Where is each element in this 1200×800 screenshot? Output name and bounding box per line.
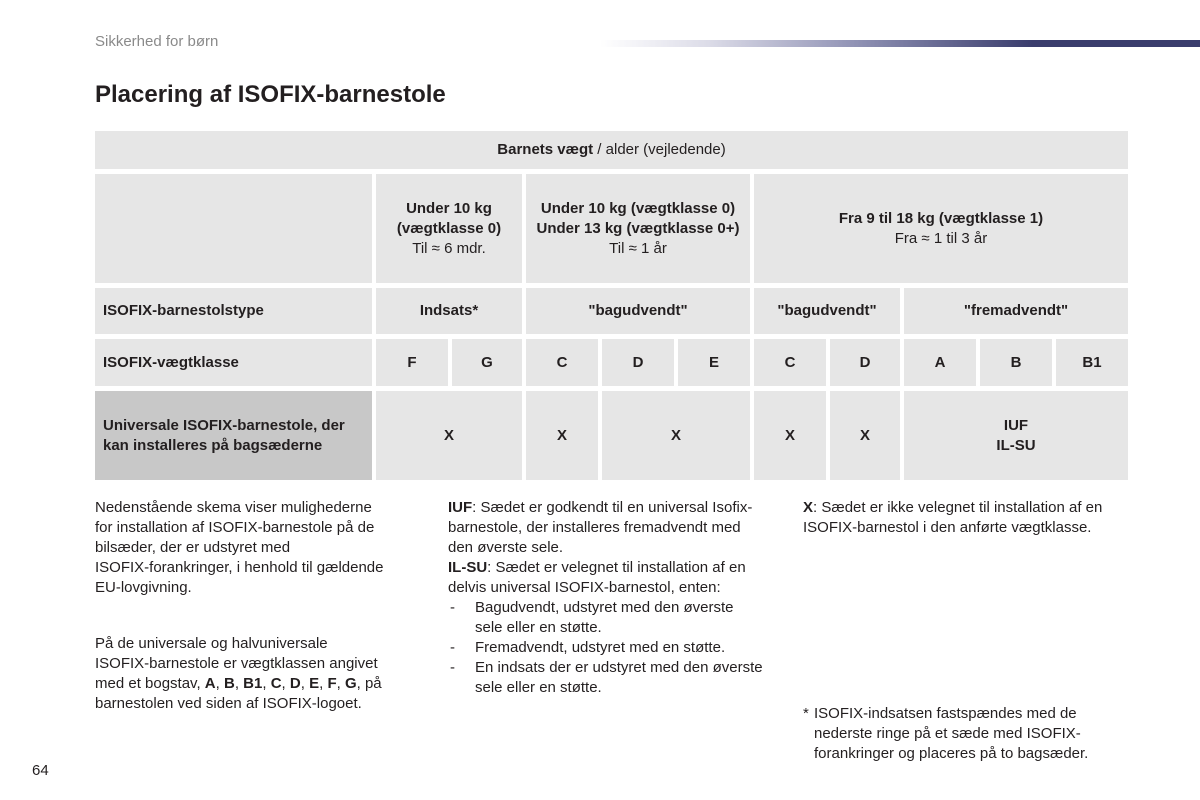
footnote-text bbox=[814, 704, 1088, 764]
universal-mark-cell: X bbox=[602, 391, 750, 480]
table-caption-cell bbox=[95, 131, 1128, 169]
universal-mark-cell: X bbox=[754, 391, 826, 480]
letters-separator: , bbox=[215, 675, 224, 692]
size-class-cell: C bbox=[754, 339, 826, 386]
weight-group-cell bbox=[754, 174, 1128, 283]
page-title: Placering af ISOFIX-barnestole bbox=[95, 81, 446, 108]
weight-group-range: Under 10 kg (vægtklasse 0) bbox=[540, 199, 736, 217]
x-definition: : Sædet er ikke velegnet til installation af en bbox=[813, 499, 1103, 516]
text-line: Bagudvendt, udstyret med den øverste bbox=[475, 599, 734, 616]
ilsu-definition-line bbox=[448, 558, 763, 578]
option-text bbox=[475, 638, 725, 658]
text-line: den øverste sele. bbox=[448, 539, 564, 556]
isofix-table bbox=[95, 131, 1128, 480]
seat-type-cell: Indsats* bbox=[376, 288, 522, 334]
size-letter: E bbox=[309, 675, 320, 692]
x-definition-line bbox=[803, 498, 1102, 518]
text-line: for installation af ISOFIX-barnestole på de bbox=[95, 519, 375, 536]
option-item bbox=[448, 598, 763, 638]
size-letter: F bbox=[327, 675, 337, 692]
text-line: nederste ringe på et sæde med ISOFIX- bbox=[814, 725, 1081, 742]
universal-mark-cell: X bbox=[830, 391, 900, 480]
text-line: delvis universal ISOFIX-barnestol, enten: bbox=[448, 579, 721, 596]
x-term: X bbox=[803, 499, 814, 516]
size-class-cell: D bbox=[602, 339, 674, 386]
class-row-label: ISOFIX-vægtklasse bbox=[95, 339, 372, 386]
letters-separator: , bbox=[300, 675, 310, 692]
ilsu-code: IL-SU bbox=[996, 436, 1036, 454]
universal-mark-cell: X bbox=[526, 391, 598, 480]
option-bullet: - bbox=[450, 599, 455, 616]
weight-group-range: Fra 9 til 18 kg (vægtklasse 1) bbox=[838, 209, 1044, 227]
weight-group-range: (vægtklasse 0) bbox=[396, 219, 502, 237]
weight-group-range: Under 10 kg bbox=[406, 199, 492, 217]
size-letter: A bbox=[204, 675, 216, 692]
caption-age: / alder (vejledende) bbox=[593, 141, 726, 158]
text-line: På de universale og halvuniversale bbox=[95, 635, 328, 652]
option-item bbox=[448, 658, 763, 698]
weight-group-age: Fra ≈ 1 til 3 år bbox=[894, 229, 988, 247]
type-row-label: ISOFIX-barnestolstype bbox=[95, 288, 372, 334]
size-class-cell: F bbox=[376, 339, 448, 386]
x-note bbox=[803, 498, 1102, 538]
iuf-code: IUF bbox=[1003, 416, 1029, 434]
text-line: ISOFIX-barnestol i den anførte vægtklasse. bbox=[803, 519, 1092, 536]
size-class-cell: C bbox=[526, 339, 598, 386]
weight-group bbox=[397, 199, 501, 259]
text-line: Nedenstående skema viser mulighederne bbox=[95, 499, 372, 516]
option-text bbox=[475, 658, 763, 698]
letters-prefix: med et bogstav, bbox=[95, 675, 205, 692]
iuf-ilsu-codes bbox=[996, 416, 1035, 456]
text-line: sele eller en støtte. bbox=[475, 619, 602, 636]
table-corner-cell bbox=[95, 174, 372, 283]
option-text bbox=[475, 598, 733, 638]
iuf-definition: : Sædet er godkendt til en universal Isofix- bbox=[472, 499, 753, 516]
text-line: sele eller en støtte. bbox=[475, 679, 602, 696]
option-bullet: - bbox=[450, 639, 455, 656]
universal-row-label bbox=[95, 391, 372, 480]
option-item bbox=[448, 638, 763, 658]
size-letters-line bbox=[95, 674, 382, 694]
letters-separator: , bbox=[336, 675, 345, 692]
size-letter: C bbox=[270, 675, 282, 692]
size-class-cell: G bbox=[452, 339, 522, 386]
text-line: barnestole, der installeres fremadvendt med bbox=[448, 519, 741, 536]
size-letters-paragraph bbox=[95, 634, 382, 714]
weight-group-cell bbox=[376, 174, 522, 283]
weight-group-range: Under 13 kg (vægtklasse 0+) bbox=[536, 219, 740, 237]
iuf-ilsu-notes bbox=[448, 498, 763, 698]
footnote-marker: * bbox=[803, 705, 809, 722]
universal-mark-cell: X bbox=[376, 391, 522, 480]
intro-paragraph bbox=[95, 498, 384, 598]
header-accent-bar bbox=[600, 40, 1200, 47]
table-caption bbox=[497, 140, 725, 160]
text-line: Fremadvendt, udstyret med en støtte. bbox=[475, 639, 726, 656]
option-bullet: - bbox=[450, 659, 455, 676]
universal-label-line: Universale ISOFIX-barnestole, der bbox=[103, 416, 345, 434]
seat-type-cell: "bagudvendt" bbox=[754, 288, 900, 334]
iuf-definition-line bbox=[448, 498, 763, 518]
weight-group-cell bbox=[526, 174, 750, 283]
weight-group-age: Til ≈ 1 år bbox=[609, 239, 667, 257]
letters-separator: , bbox=[281, 675, 290, 692]
text-line: ISOFIX-barnestole er vægtklassen angivet bbox=[95, 655, 378, 672]
section-label: Sikkerhed for børn bbox=[95, 33, 219, 50]
footnote bbox=[803, 704, 1088, 764]
seat-type-cell: "fremadvendt" bbox=[904, 288, 1128, 334]
weight-group-age: Til ≈ 6 mdr. bbox=[412, 239, 486, 257]
iuf-ilsu-cell bbox=[904, 391, 1128, 480]
page-number: 64 bbox=[32, 762, 49, 779]
size-letter: D bbox=[289, 675, 301, 692]
size-class-cell: E bbox=[678, 339, 750, 386]
text-line: bilsæder, der er udstyret med bbox=[95, 539, 291, 556]
size-class-cell: D bbox=[830, 339, 900, 386]
iuf-term: IUF bbox=[448, 499, 473, 516]
text-line: barnestolen ved siden af ISOFIX-logoet. bbox=[95, 695, 362, 712]
size-class-cell: B1 bbox=[1056, 339, 1128, 386]
ilsu-definition: : Sædet er velegnet til installation af en bbox=[487, 559, 746, 576]
size-letter: B bbox=[223, 675, 235, 692]
text-line: ISOFIX-forankringer, i henhold til gældende bbox=[95, 559, 384, 576]
ilsu-term: IL-SU bbox=[448, 559, 488, 576]
text-line: forankringer og placeres på to bagsæder. bbox=[814, 745, 1089, 762]
letters-separator: , bbox=[234, 675, 244, 692]
weight-group bbox=[839, 209, 1043, 249]
caption-weight: Barnets vægt bbox=[497, 141, 594, 158]
text-line: EU-lovgivning. bbox=[95, 579, 192, 596]
weight-group bbox=[536, 199, 739, 259]
letters-separator: , bbox=[319, 675, 328, 692]
letters-suffix: , på bbox=[356, 675, 382, 692]
text-line: En indsats der er udstyret med den øverste bbox=[475, 659, 763, 676]
seat-type-cell: "bagudvendt" bbox=[526, 288, 750, 334]
size-letter: G bbox=[344, 675, 357, 692]
letters-separator: , bbox=[262, 675, 271, 692]
size-class-cell: A bbox=[904, 339, 976, 386]
universal-label-text bbox=[103, 416, 345, 456]
size-class-cell: B bbox=[980, 339, 1052, 386]
universal-label-line: kan installeres på bagsæderne bbox=[103, 436, 323, 454]
size-letter: B1 bbox=[243, 675, 263, 692]
text-line: ISOFIX-indsatsen fastspændes med de bbox=[814, 705, 1077, 722]
